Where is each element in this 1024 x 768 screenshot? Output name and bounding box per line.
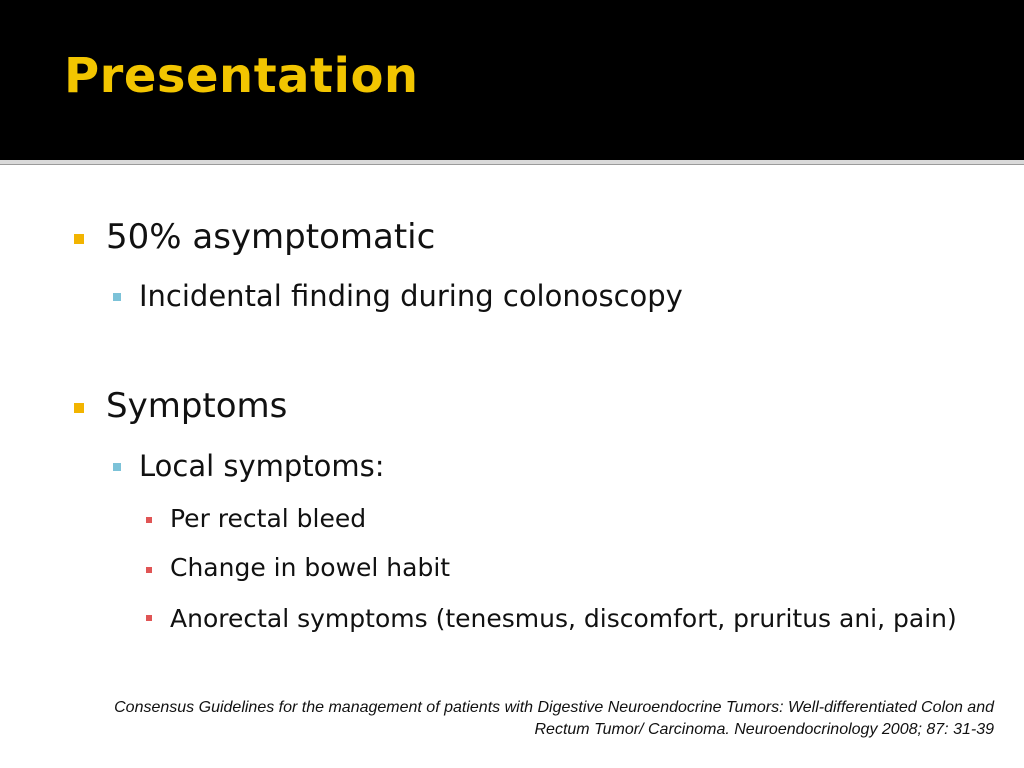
citation: Consensus Guidelines for the management of patients with Digestive Neuroendocrine Tumors: Well-differentiated Colon and Rectum Tumor/ Carcinoma. Neuroendocrinology 2008; 87: 31-39 — [114, 699, 994, 738]
slide-title: Presentation — [64, 48, 419, 104]
bullet-marker-level3 — [146, 567, 152, 573]
bullet-symptoms: Symptoms — [106, 386, 288, 426]
bullet-incidental-finding: Incidental finding during colonoscopy — [139, 279, 683, 313]
bullet-per-rectal-bleed: Per rectal bleed — [170, 504, 367, 533]
bullet-marker-level1 — [74, 403, 84, 413]
bullet-marker-level3 — [146, 615, 152, 621]
bullet-anorectal-symptoms: Anorectal symptoms (tenesmus, discomfort, pruritus ani, pain) — [170, 604, 957, 633]
bullet-marker-level2 — [113, 293, 121, 301]
bullet-marker-level1 — [74, 234, 84, 244]
bullet-marker-level3 — [146, 517, 152, 523]
bullet-local-symptoms: Local symptoms: — [139, 449, 385, 483]
bullet-marker-level2 — [113, 463, 121, 471]
bullet-change-bowel-habit: Change in bowel habit — [170, 553, 451, 582]
bullet-asymptomatic: 50% asymptomatic — [106, 217, 436, 257]
